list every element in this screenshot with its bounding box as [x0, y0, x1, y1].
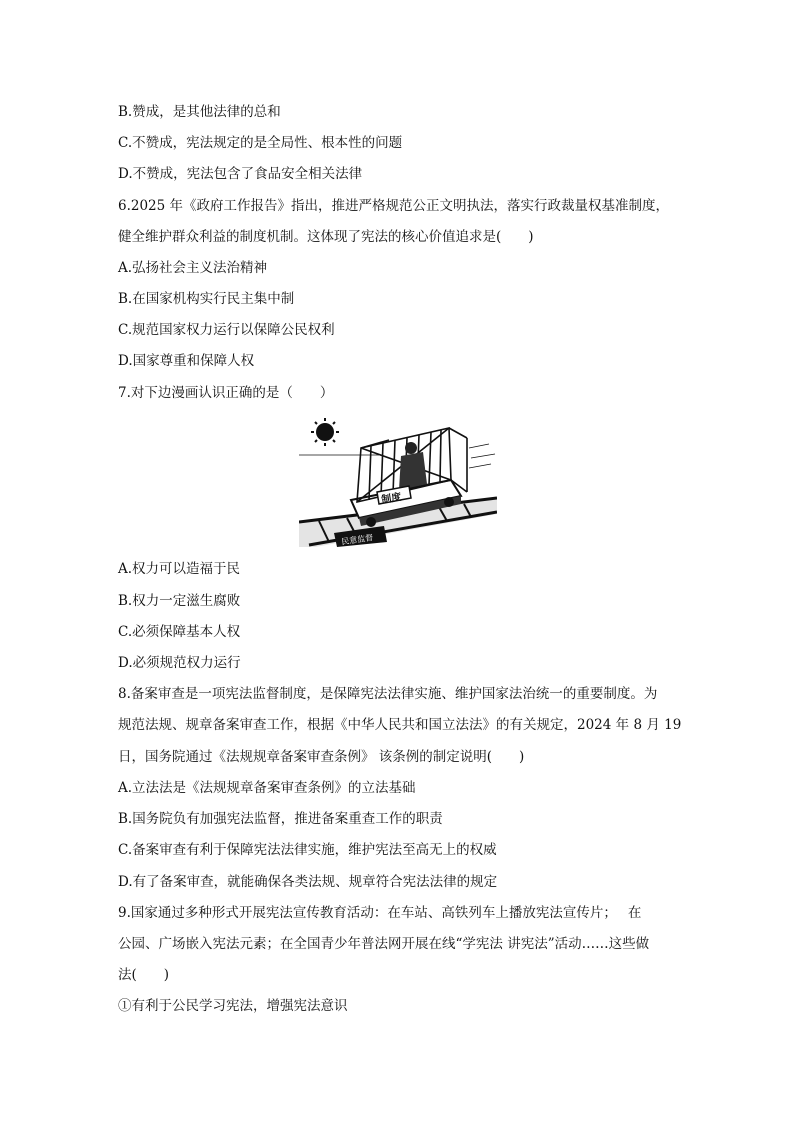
q9-stem-line2: 公园、广场嵌入宪法元素；在全国青少年普法网开展在线“学宪法 讲宪法”活动……这些做: [118, 936, 650, 952]
q6-stem-line1: 6.2025 年《政府工作报告》指出，推进严格规范公正文明执法，落实行政裁量权基准制度，: [118, 198, 670, 214]
q7-option-c: C.必须保障基本人权: [118, 624, 241, 640]
q8-option-b: B.国务院负有加强宪法监督，推进备案重查工作的职责: [118, 811, 443, 827]
q5-option-b: B.赞成，是其他法律的总和: [118, 104, 281, 120]
svg-text:民意监督: 民意监督: [340, 533, 374, 547]
q8-option-c: C.备案审查有利于保障宪法法律实施，维护宪法至高无上的权威: [118, 842, 497, 858]
q9-statement-1: ①有利于公民学习宪法，增强宪法意识: [118, 998, 348, 1014]
q6-option-b: B.在国家机构实行民主集中制: [118, 291, 295, 307]
q8-stem-line3: 日，国务院通过《法规规章备案审查条例》 该条例的制定说明( ): [118, 749, 525, 765]
q6-option-a: A.弘扬社会主义法治精神: [118, 260, 268, 276]
q5-option-d: D.不赞成，宪法包含了食品安全相关法律: [118, 166, 363, 182]
q8-stem-line2: 规范法规、规章备案审查工作，根据《中华人民共和国立法法》的有关规定，2024 年 8 月 19: [118, 717, 682, 733]
q8-option-d: D.有了备案审查，就能确保各类法规、规章符合宪法法律的规定: [118, 874, 498, 890]
sun-icon: [311, 418, 339, 446]
q8-option-a: A.立法法是《法规规章备案审查条例》的立法基础: [118, 780, 416, 796]
q7-stem: 7.对下边漫画认识正确的是（ ）: [118, 385, 334, 401]
q9-stem-line3: 法( ): [118, 967, 170, 983]
q6-stem-line2: 健全维护群众利益的制度机制。这体现了宪法的核心价值追求是( ): [118, 229, 534, 245]
q7-option-a: A.权力可以造福于民: [118, 561, 241, 577]
q6-option-d: D.国家尊重和保障人权: [118, 353, 255, 369]
q5-option-c: C.不赞成，宪法规定的是全局性、根本性的问题: [118, 135, 403, 151]
q7-option-d: D.必须规范权力运行: [118, 655, 241, 671]
q9-stem-line1: 9.国家通过多种形式开展宪法宣传教育活动：在车站、高铁列车上播放宪法宣传片； 在: [118, 905, 642, 921]
q8-stem-line1: 8.备案审查是一项宪法监督制度，是保障宪法法律实施、维护国家法治统一的重要制度。为: [118, 686, 658, 702]
comic-illustration: [299, 418, 497, 547]
svg-text:制度: 制度: [380, 491, 403, 506]
q6-option-c: C.规范国家权力运行以保障公民权利: [118, 322, 335, 338]
q7-option-b: B.权力一定滋生腐败: [118, 593, 241, 609]
